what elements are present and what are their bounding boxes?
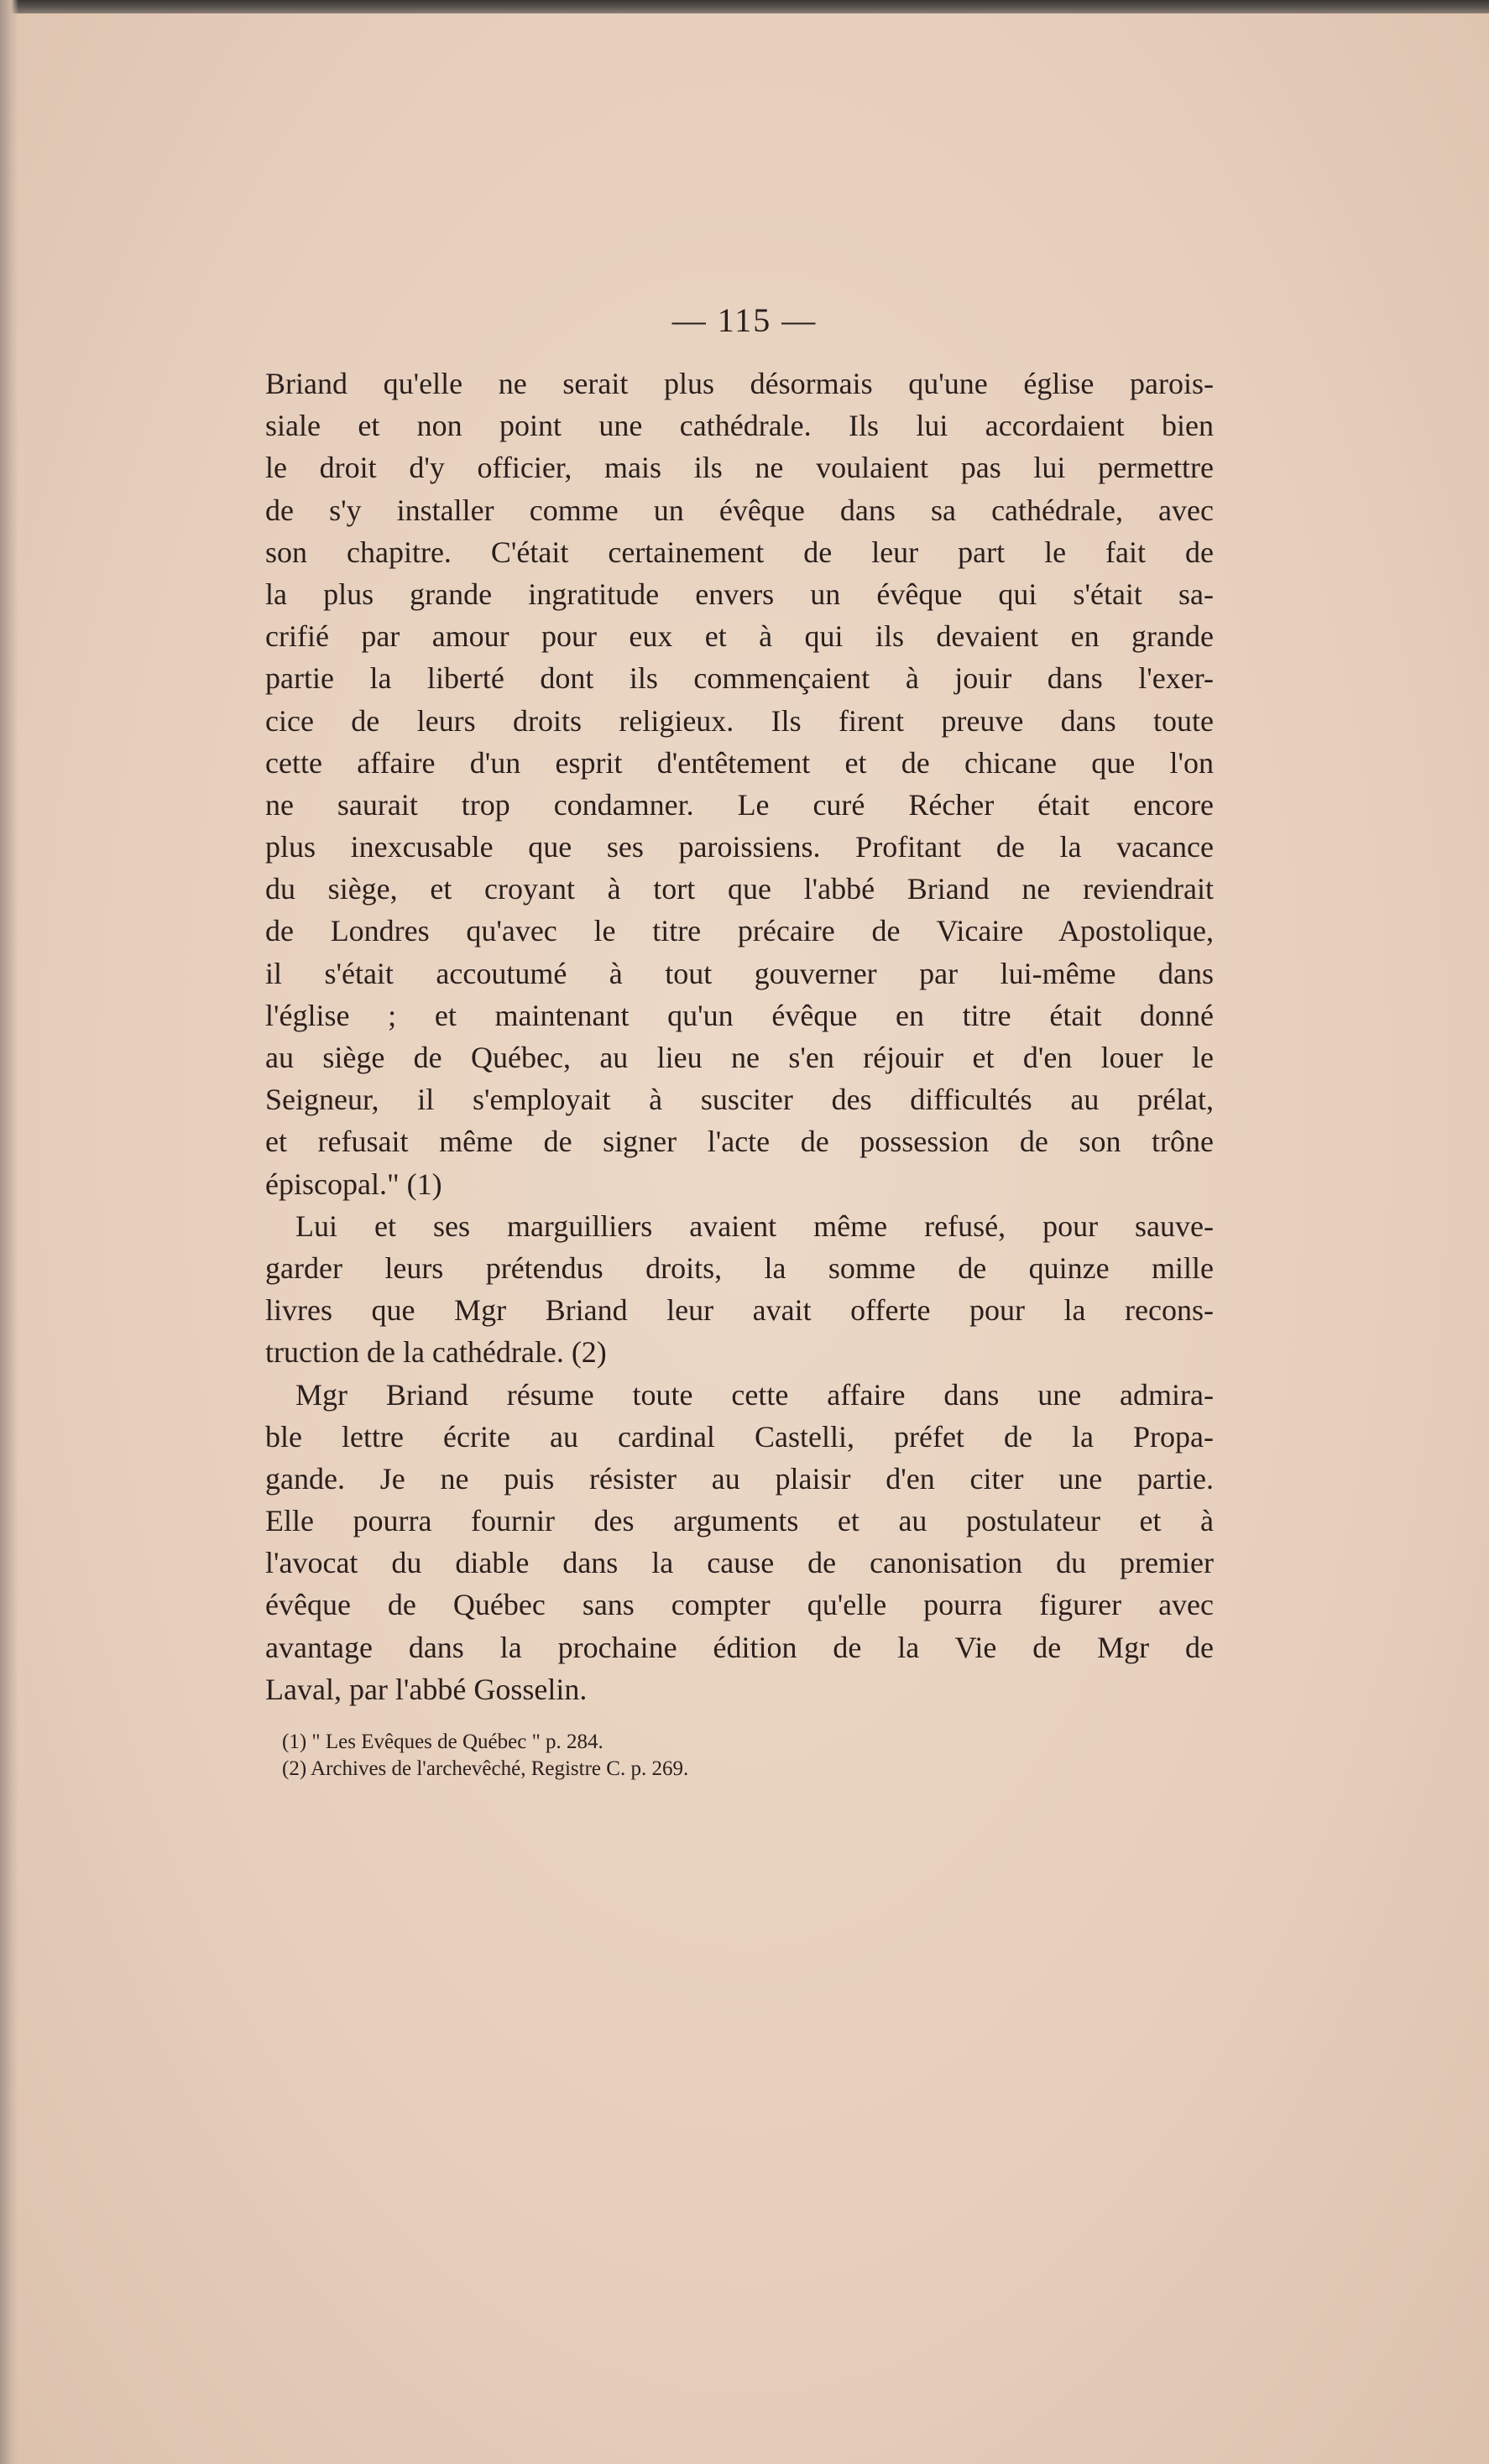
body-text	[265, 363, 1214, 1710]
text-line: livres que Mgr Briand leur avait offerte pour la recons-	[265, 1293, 1214, 1328]
footnotes	[282, 1729, 1037, 1783]
text-line: avantage dans la prochaine édition de la Vie de Mgr de	[265, 1630, 1214, 1664]
text-line: du siège, et croyant à tort que l'abbé Briand ne reviendrait	[265, 872, 1214, 906]
text-line: évêque de Québec sans compter qu'elle pourra figurer avec	[265, 1588, 1214, 1622]
text-line: au siège de Québec, au lieu ne s'en réjouir et d'en louer le	[265, 1041, 1214, 1074]
text-line: plus inexcusable que ses paroissiens. Profitant de la vacance	[265, 830, 1214, 864]
page-number: — 115 —	[671, 301, 818, 339]
text-line: Elle pourra fournir des arguments et au postulateur et à	[265, 1504, 1214, 1538]
text-line: son chapitre. C'était certainement de leur part le fait de	[265, 535, 1214, 569]
text-line: gande. Je ne puis résister au plaisir d'en citer une partie.	[265, 1461, 1214, 1496]
text-line: la plus grande ingratitude envers un évêque qui s'était sa-	[265, 577, 1214, 611]
footnote: (1) " Les Evêques de Québec " p. 284.	[282, 1731, 603, 1753]
page-top-edge	[0, 0, 1489, 13]
text-line: de Londres qu'avec le titre précaire de Vicaire Apostolique,	[265, 914, 1214, 948]
text-line: ne saurait trop condamner. Le curé Récher était encore	[265, 787, 1214, 822]
text-line: l'avocat du diable dans la cause de canonisation du premier	[265, 1546, 1214, 1580]
text-line: et refusait même de signer l'acte de possession de son trône	[265, 1125, 1214, 1159]
text-line: Lui et ses marguilliers avaient même refusé, pour sauve-	[295, 1209, 1214, 1243]
text-line: Seigneur, il s'employait à susciter des difficultés au prélat,	[265, 1083, 1214, 1117]
text-line: crifié par amour pour eux et à qui ils devaient en grande	[265, 619, 1214, 654]
text-line: truction de la cathédrale. (2)	[265, 1335, 607, 1370]
text-line: Laval, par l'abbé Gosselin.	[265, 1672, 588, 1706]
text-line: ble lettre écrite au cardinal Castelli, préfet de la Propa-	[265, 1419, 1214, 1454]
text-line: épiscopal." (1)	[265, 1167, 442, 1201]
text-line: de s'y installer comme un évêque dans sa cathédrale, avec	[265, 493, 1214, 527]
text-line: siale et non point une cathédrale. Ils lui accordaient bien	[265, 409, 1214, 443]
page-left-edge	[0, 0, 18, 2464]
text-line: partie la liberté dont ils commençaient à jouir dans l'exer-	[265, 661, 1214, 696]
text-line: l'église ; et maintenant qu'un évêque en titre était donné	[265, 998, 1214, 1032]
footnote: (2) Archives de l'archevêché, Registre C. p. 269.	[282, 1757, 689, 1780]
text-line: Mgr Briand résume toute cette affaire dans une admira-	[295, 1377, 1214, 1412]
text-line: Briand qu'elle ne serait plus désormais qu'une église parois-	[265, 367, 1214, 400]
text-line: le droit d'y officier, mais ils ne voulaient pas lui permettre	[265, 451, 1214, 485]
text-line: il s'était accoutumé à tout gouverner par lui-même dans	[265, 956, 1214, 990]
text-line: cette affaire d'un esprit d'entêtement et de chicane que l'on	[265, 745, 1214, 780]
text-line: cice de leurs droits religieux. Ils firent preuve dans toute	[265, 703, 1214, 738]
text-line: garder leurs prétendus droits, la somme de quinze mille	[265, 1250, 1214, 1285]
